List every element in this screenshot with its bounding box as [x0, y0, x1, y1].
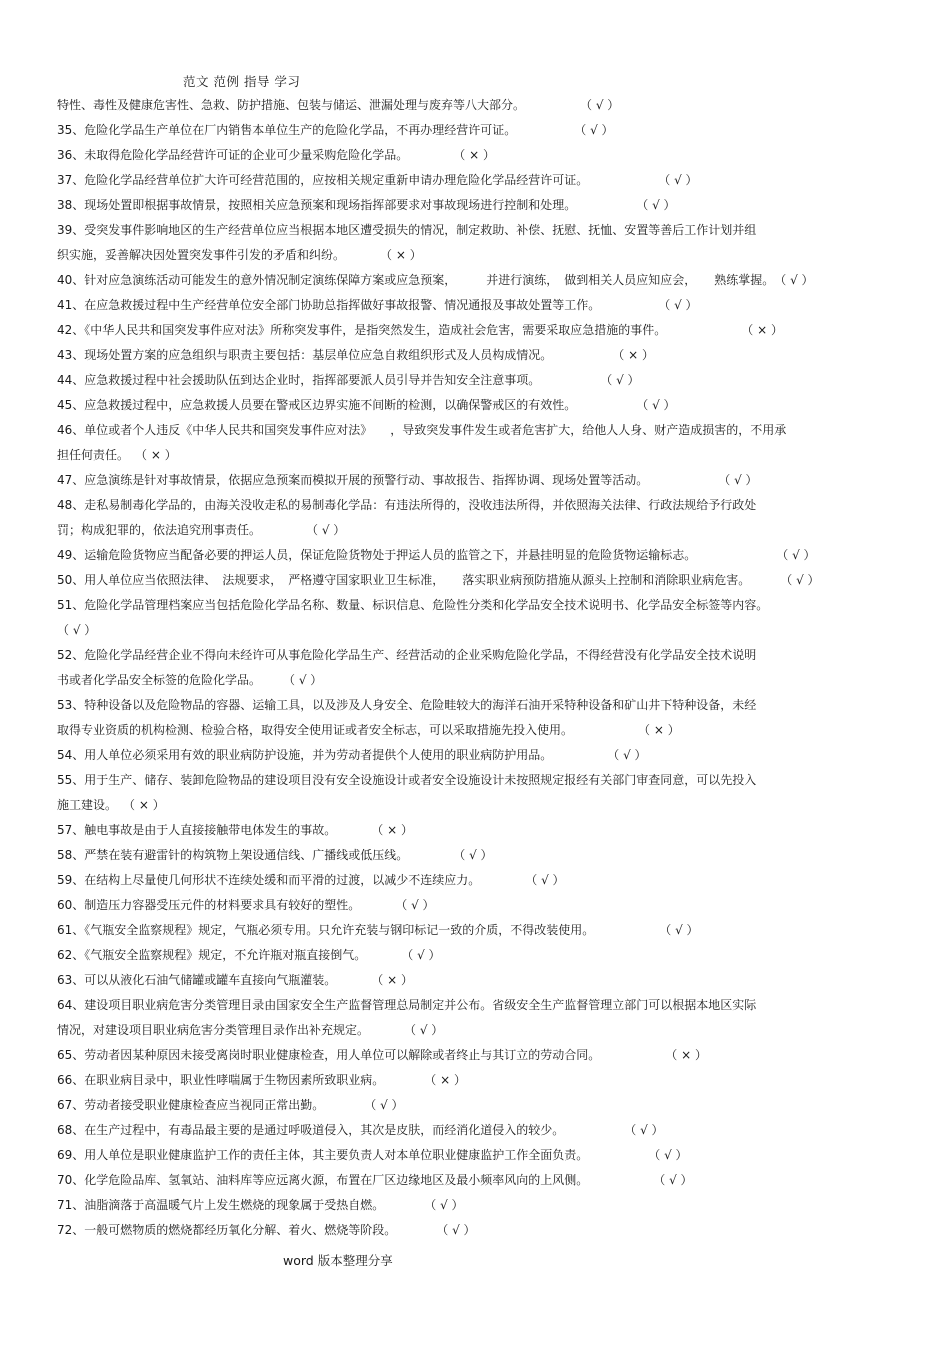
answer-mark: （ √ ）	[436, 1223, 476, 1237]
question-text: 担任何责任。	[57, 448, 130, 462]
question-text: 施工建设。	[57, 798, 118, 812]
question-line	[57, 168, 912, 193]
question-text: 39、受突发事件影响地区的生产经营单位应当根据本地区遭受损失的情况，制定救助、补偿、抚慰、抚恤、安置等善后工作计划并组	[57, 223, 757, 237]
question-line	[57, 893, 912, 918]
question-text: 54、用人单位必须采用有效的职业病防护设施，并为劳动者提供个人使用的职业病防护用品。	[57, 748, 553, 762]
answer-mark: （ × ）	[371, 973, 413, 987]
question-text: 64、建设项目职业病危害分类管理目录由国家安全生产监督管理总局制定并公布。省级安全生产监督管理立部门可以根据本地区实际	[57, 998, 757, 1012]
question-text: 62、《气瓶安全监察规程》规定，不允许瓶对瓶直接倒气。	[57, 948, 367, 962]
question-text: 40、针对应急演练活动可能发生的意外情况制定演练保障方案或应急预案， 并进行演练， 做到相关人员应知应会， 熟练掌握。	[57, 273, 775, 287]
question-list	[57, 93, 912, 1243]
question-line	[57, 243, 912, 268]
answer-mark: （ × ）	[371, 823, 413, 837]
question-text: 46、单位或者个人违反《中华人民共和国突发事件应对法》 ，导致突发事件发生或者危害扩大，给他人人身、财产造成损害的，不用承	[57, 423, 787, 437]
answer-mark: （ × ）	[638, 723, 680, 737]
question-text: 取得专业资质的机构检测、检验合格，取得安全使用证或者安全标志，可以采取措施先投入使用。	[57, 723, 574, 737]
question-text: 61、《气瓶安全监察规程》规定，气瓶必须专用。只允许充装与钢印标记一致的介质，不得改装使用。	[57, 923, 595, 937]
question-text: 57、触电事故是由于人直接接触带电体发生的事故。	[57, 823, 337, 837]
question-line	[57, 543, 912, 568]
question-line	[57, 1218, 912, 1243]
answer-mark: （ √ ）	[776, 548, 816, 562]
question-text: 37、危险化学品经营单位扩大许可经营范围的，应按相关规定重新申请办理危险化学品经营许可证。	[57, 173, 589, 187]
question-line	[57, 293, 912, 318]
question-line	[57, 693, 912, 718]
answer-mark: （ √ ）	[306, 523, 346, 537]
question-line	[57, 1118, 912, 1143]
question-line	[57, 1093, 912, 1118]
answer-mark: （ × ）	[741, 323, 783, 337]
answer-mark: （ √ ）	[404, 1023, 444, 1037]
question-text: 49、运输危险货物应当配备必要的押运人员，保证危险货物处于押运人员的监管之下，并悬挂明显的危险货物运输标志。	[57, 548, 697, 562]
answer-mark: （ √ ）	[624, 1123, 664, 1137]
question-text: 36、未取得危险化学品经营许可证的企业可少量采购危险化学品。	[57, 148, 409, 162]
question-line	[57, 1168, 912, 1193]
answer-mark: （ √ ）	[658, 298, 698, 312]
answer-mark: （ × ）	[135, 448, 177, 462]
question-line	[57, 143, 912, 168]
answer-mark: （ √ ）	[659, 923, 699, 937]
question-text: 41、在应急救援过程中生产经营单位安全部门协助总指挥做好事故报警、情况通报及事故处置等工作。	[57, 298, 601, 312]
question-line	[57, 1143, 912, 1168]
question-text: 特性、毒性及健康危害性、急救、防护措施、包装与储运、泄漏处理与废弃等八大部分。	[57, 98, 526, 112]
question-text: 55、用于生产、储存、装卸危险物品的建设项目没有安全设施设计或者安全设施设计未按照规定报经有关部门审查同意，可以先投入	[57, 773, 757, 787]
question-line	[57, 518, 912, 543]
question-line	[57, 1018, 912, 1043]
answer-mark: （ × ）	[453, 148, 495, 162]
question-text: 51、危险化学品管理档案应当包括危险化学品名称、数量、标识信息、危险性分类和化学品安全技术说明书、化学品安全标签等内容。	[57, 598, 769, 612]
question-line	[57, 393, 912, 418]
question-line	[57, 443, 912, 468]
question-text: 69、用人单位是职业健康监护工作的责任主体，其主要负责人对本单位职业健康监护工作全面负责。	[57, 1148, 589, 1162]
question-line	[57, 918, 912, 943]
answer-mark: （ √ ）	[364, 1098, 404, 1112]
question-text: 情况，对建设项目职业病危害分类管理目录作出补充规定。	[57, 1023, 370, 1037]
question-text: 45、应急救援过程中，应急救援人员要在警戒区边界实施不间断的检测，以确保警戒区的有效性。	[57, 398, 577, 412]
answer-mark: （ × ）	[424, 1073, 466, 1087]
answer-mark: （ × ）	[612, 348, 654, 362]
question-line	[57, 1193, 912, 1218]
question-text: 71、油脂滴落于高温暖气片上发生燃烧的现象属于受热自燃。	[57, 1198, 385, 1212]
answer-mark: （ √ ）	[780, 573, 820, 587]
answer-mark: （ √ ）	[57, 623, 97, 637]
question-line	[57, 418, 912, 443]
question-line	[57, 793, 912, 818]
answer-mark: （ √ ）	[600, 373, 640, 387]
question-text: 63、可以从液化石油气储罐或罐车直接向气瓶灌装。	[57, 973, 337, 987]
question-line	[57, 1068, 912, 1093]
answer-mark: （ √ ）	[658, 173, 698, 187]
question-text: 42、《中华人民共和国突发事件应对法》所称突发事件，是指突然发生，造成社会危害，需要采取应急措施的事件。	[57, 323, 667, 337]
question-text: 47、应急演练是针对事故情景，依据应急预案而模拟开展的预警行动、事故报告、指挥协调、现场处置等活动。	[57, 473, 649, 487]
question-line	[57, 843, 912, 868]
answer-mark: （ × ）	[380, 248, 422, 262]
answer-mark: （ × ）	[665, 1048, 707, 1062]
answer-mark: （ √ ）	[424, 1198, 464, 1212]
question-line	[57, 943, 912, 968]
answer-mark: （ √ ）	[653, 1173, 693, 1187]
question-line	[57, 93, 912, 118]
question-text: 68、在生产过程中，有毒品最主要的是通过呼吸道侵入，其次是皮肤，而经消化道侵入的较少。	[57, 1123, 565, 1137]
question-line	[57, 768, 912, 793]
question-line	[57, 568, 912, 593]
question-line	[57, 318, 912, 343]
question-text: 50、用人单位应当依照法律、 法规要求， 严格遵守国家职业卫生标准， 落实职业病预防措施从源头上控制和消除职业病危害。	[57, 573, 751, 587]
question-text: 53、特种设备以及危险物品的容器、运输工具，以及涉及人身安全、危险畦较大的海洋石油开采特种设备和矿山井下特种设备，未经	[57, 698, 757, 712]
question-line	[57, 368, 912, 393]
question-text: 65、劳动者因某种原因未接受离岗时职业健康检查，用人单位可以解除或者终止与其订立的劳动合同。	[57, 1048, 601, 1062]
question-text: 织实施，妥善解决因处置突发事件引发的矛盾和纠纷。	[57, 248, 346, 262]
answer-mark: （ √ ）	[774, 273, 814, 287]
answer-mark: （ √ ）	[607, 748, 647, 762]
question-text: 罚；构成犯罪的，依法追究刑事责任。	[57, 523, 262, 537]
question-text: 59、在结构上尽量使几何形状不连续处缓和而平滑的过渡，以减少不连续应力。	[57, 873, 481, 887]
question-line	[57, 118, 912, 143]
question-text: 72、一般可燃物质的燃烧都经历氧化分解、着火、燃烧等阶段。	[57, 1223, 397, 1237]
question-text: 66、在职业病目录中，职业性哮喘属于生物因素所致职业病。	[57, 1073, 385, 1087]
question-line	[57, 493, 912, 518]
question-line	[57, 343, 912, 368]
answer-mark: （ √ ）	[580, 98, 620, 112]
question-line	[57, 743, 912, 768]
question-line	[57, 718, 912, 743]
question-line	[57, 268, 912, 293]
question-text: 38、现场处置即根据事故情景，按照相关应急预案和现场指挥部要求对事故现场进行控制和处理。	[57, 198, 577, 212]
question-line	[57, 593, 912, 618]
question-line	[57, 1043, 912, 1068]
answer-mark: （ √ ）	[648, 1148, 688, 1162]
question-line	[57, 468, 912, 493]
answer-mark: （ √ ）	[283, 673, 323, 687]
question-line	[57, 968, 912, 993]
answer-mark: （ √ ）	[574, 123, 614, 137]
question-text: 58、严禁在装有避雷针的构筑物上架设通信线、广播线或低压线。	[57, 848, 409, 862]
answer-mark: （ √ ）	[525, 873, 565, 887]
question-line	[57, 868, 912, 893]
answer-mark: （ √ ）	[636, 198, 676, 212]
answer-mark: （ × ）	[123, 798, 165, 812]
question-text: 35、危险化学品生产单位在厂内销售本单位生产的危险化学品，不再办理经营许可证。	[57, 123, 517, 137]
answer-mark: （ √ ）	[636, 398, 676, 412]
question-line	[57, 643, 912, 668]
question-line	[57, 193, 912, 218]
answer-mark: （ √ ）	[718, 473, 758, 487]
answer-mark: （ √ ）	[395, 898, 435, 912]
question-line	[57, 993, 912, 1018]
answer-mark: （ √ ）	[401, 948, 441, 962]
question-text: 60、制造压力容器受压元件的材料要求具有较好的塑性。	[57, 898, 361, 912]
question-text: 67、劳动者接受职业健康检查应当视同正常出勤。	[57, 1098, 325, 1112]
question-text: 43、现场处置方案的应急组织与职责主要包括：基层单位应急自救组织形式及人员构成情况。	[57, 348, 553, 362]
question-line	[57, 818, 912, 843]
question-line	[57, 218, 912, 243]
page-header: 范文 范例 指导 学习	[183, 74, 301, 89]
question-text: 48、走私易制毒化学品的，由海关没收走私的易制毒化学品：有违法所得的，没收违法所得，并依照海关法律、行政法规给予行政处	[57, 498, 757, 512]
answer-mark: （ √ ）	[453, 848, 493, 862]
question-line	[57, 618, 912, 643]
question-text: 52、危险化学品经营企业不得向未经许可从事危险化学品生产、经营活动的企业采购危险化学品，不得经营没有化学品安全技术说明	[57, 648, 757, 662]
question-text: 44、应急救援过程中社会援助队伍到达企业时，指挥部要派人员引导并告知安全注意事项。	[57, 373, 541, 387]
question-line	[57, 668, 912, 693]
question-text: 70、化学危险品库、氢氧站、油料库等应远离火源，布置在厂区边缘地区及最小频率风向的上风侧。	[57, 1173, 589, 1187]
page-footer: word 版本整理分享	[283, 1253, 393, 1268]
question-text: 书或者化学品安全标签的危险化学品。	[57, 673, 262, 687]
